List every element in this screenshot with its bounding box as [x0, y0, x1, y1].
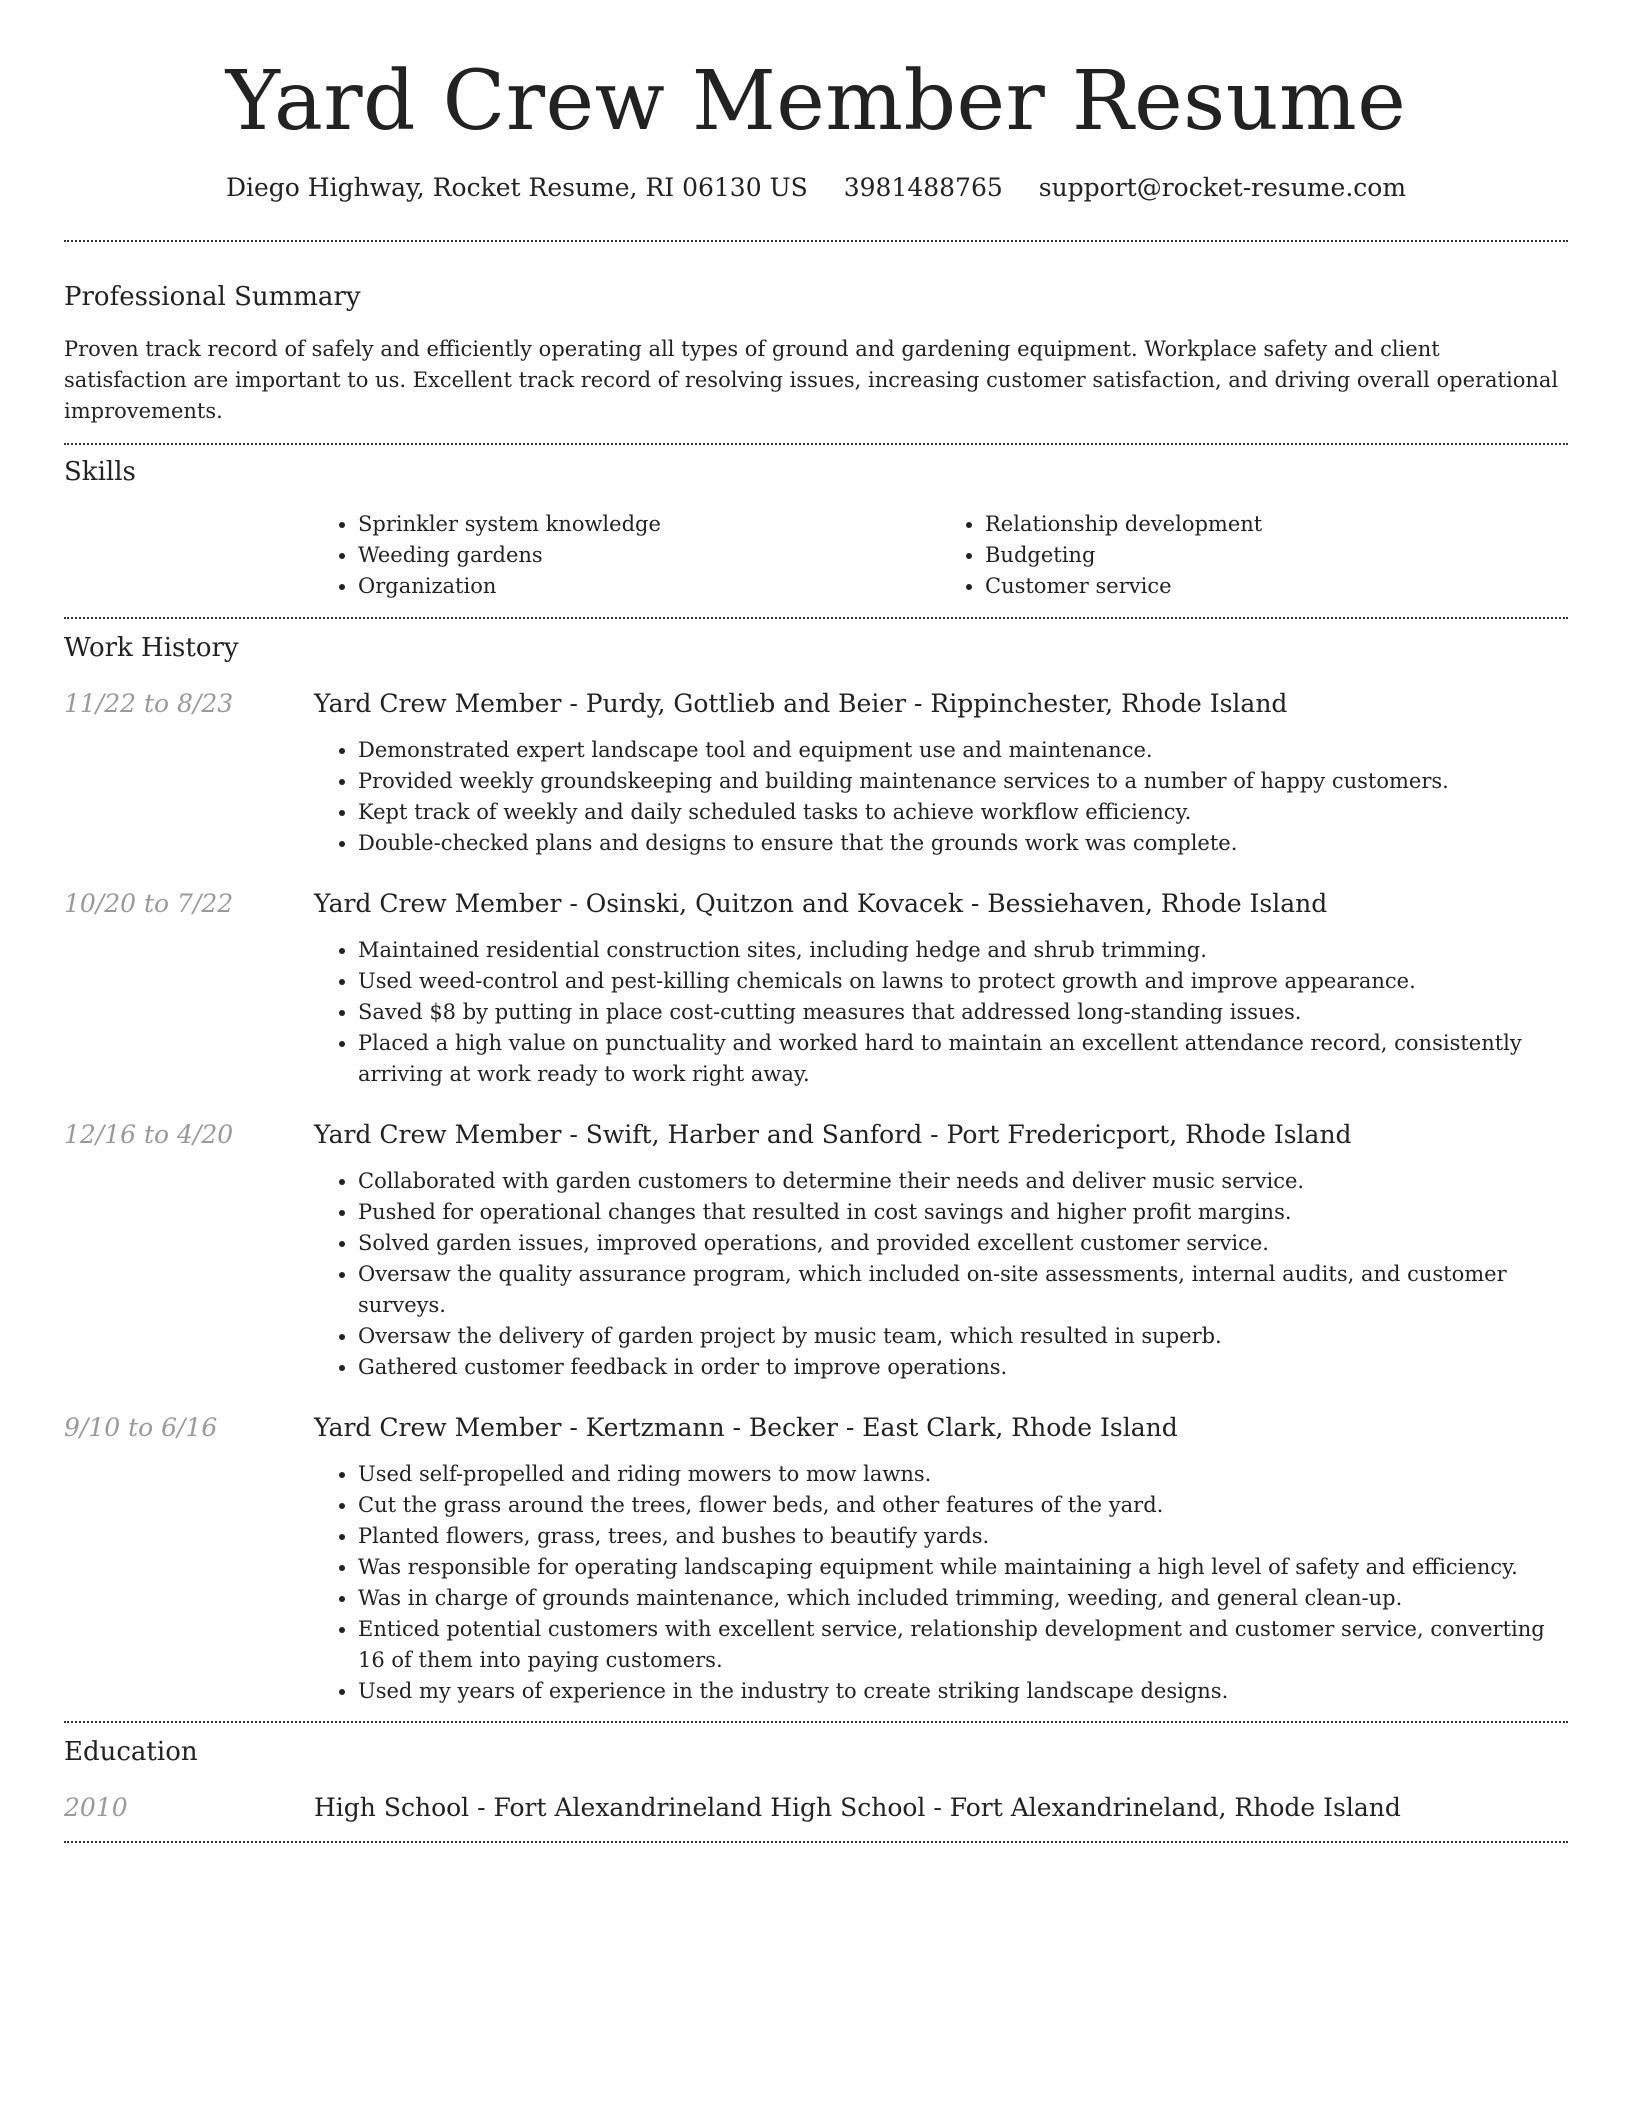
job-bullets [314, 1459, 1568, 1721]
job-header [64, 887, 1568, 921]
job-bullet: • Kept track of weekly and daily scheduled tasks to achieve workflow efficiency. [358, 797, 1568, 828]
job-bullet: • Saved $8 by putting in place cost-cutting measures that addressed long-standing issues. [358, 997, 1568, 1028]
work-history-heading: Work History [64, 633, 239, 663]
job-header [64, 1118, 1568, 1152]
job-bullet: • Double-checked plans and designs to ensure that the grounds work was complete. [358, 828, 1568, 859]
job-bullet: • Used self-propelled and riding mowers to mow lawns. [358, 1459, 1568, 1490]
education-section [64, 1723, 1568, 1841]
job-bullet: • Used weed-control and pest-killing chemicals on lawns to protect growth and improve appearance. [358, 966, 1568, 997]
education-dates: 2010 [64, 1793, 128, 1822]
job-dates: 11/22 to 8/23 [64, 689, 234, 718]
job-entry [64, 1118, 1568, 1383]
job-bullet: • Pushed for operational changes that resulted in cost savings and higher profit margins. [358, 1197, 1568, 1228]
job-bullet: • Was responsible for operating landscaping equipment while maintaining a high level of safety and efficiency. [358, 1552, 1568, 1583]
job-title: Yard Crew Member - Swift, Harber and Sanford - Port Fredericport, Rhode Island [314, 1120, 1352, 1149]
skills-list-right [941, 509, 1568, 602]
job-header [64, 687, 1568, 721]
job-bullet: • Cut the grass around the trees, flower beds, and other features of the yard. [358, 1490, 1568, 1521]
skill-item: • Relationship development [985, 509, 1568, 540]
job-bullet: • Used my years of experience in the industry to create striking landscape designs. [358, 1676, 1568, 1707]
job-dates: 12/16 to 4/20 [64, 1120, 234, 1149]
job-bullet: • Oversaw the delivery of garden project by music team, which resulted in superb. [358, 1321, 1568, 1352]
skill-item: • Weeding gardens [358, 540, 941, 571]
summary-section [64, 242, 1568, 443]
job-bullets [314, 935, 1568, 1090]
job-bullet: • Planted flowers, grass, trees, and bushes to beautify yards. [358, 1521, 1568, 1552]
job-header [64, 1411, 1568, 1445]
skills-list-left [314, 509, 941, 602]
job-title: Yard Crew Member - Purdy, Gottlieb and Beier - Rippinchester, Rhode Island [314, 689, 1288, 718]
summary-heading: Professional Summary [64, 282, 361, 312]
summary-text: Proven track record of safely and efficiently operating all types of ground and gardening equipment. Workplace safety and client satisfaction are important to us. Excellent track record of resolving issues, increasing customer satisfaction, and driving overall operational improvements. [64, 337, 1559, 423]
work-history-section [64, 619, 1568, 1721]
contact-info [64, 172, 1568, 204]
divider [64, 1841, 1568, 1843]
education-title: High School - Fort Alexandrineland High School - Fort Alexandrineland, Rhode Island [314, 1793, 1401, 1822]
job-title: Yard Crew Member - Osinski, Quitzon and Kovacek - Bessiehaven, Rhode Island [314, 889, 1328, 918]
job-bullet: • Provided weekly groundskeeping and building maintenance services to a number of happy customers. [358, 766, 1568, 797]
contact-email: support@rocket-resume.com [1038, 173, 1407, 202]
skill-item: • Budgeting [985, 540, 1568, 571]
contact-address: Diego Highway, Rocket Resume, RI 06130 US [225, 173, 808, 202]
page-title: Yard Crew Member Resume [225, 54, 1407, 149]
job-bullet: • Was in charge of grounds maintenance, which included trimming, weeding, and general clean-up. [358, 1583, 1568, 1614]
skill-item: • Sprinkler system knowledge [358, 509, 941, 540]
job-bullets [314, 735, 1568, 859]
resume-header [64, 0, 1568, 240]
skills-heading: Skills [64, 457, 136, 487]
job-entry [64, 1411, 1568, 1721]
job-bullet: • Maintained residential construction sites, including hedge and shrub trimming. [358, 935, 1568, 966]
job-bullet: • Solved garden issues, improved operations, and provided excellent customer service. [358, 1228, 1568, 1259]
education-heading: Education [64, 1737, 198, 1767]
job-entry [64, 687, 1568, 859]
job-bullet: • Enticed potential customers with excellent service, relationship development and customer service, converting 16 of them into paying customers. [358, 1614, 1568, 1676]
job-bullets [314, 1166, 1568, 1383]
job-bullet: • Collaborated with garden customers to determine their needs and deliver music service. [358, 1166, 1568, 1197]
job-bullet: • Placed a high value on punctuality and worked hard to maintain an excellent attendance record, consistently arriving at work ready to work right away. [358, 1028, 1568, 1090]
job-title: Yard Crew Member - Kertzmann - Becker - East Clark, Rhode Island [314, 1413, 1178, 1442]
job-entry [64, 887, 1568, 1090]
education-entry [64, 1791, 1568, 1825]
job-bullet: • Oversaw the quality assurance program, which included on-site assessments, internal audits, and customer surveys. [358, 1259, 1568, 1321]
skills-section [64, 445, 1568, 617]
job-dates: 10/20 to 7/22 [64, 889, 234, 918]
skill-item: • Organization [358, 571, 941, 602]
contact-phone: 3981488765 [843, 173, 1003, 202]
job-dates: 9/10 to 6/16 [64, 1413, 218, 1442]
skill-item: • Customer service [985, 571, 1568, 602]
skills-grid [314, 509, 1568, 617]
job-bullet: • Gathered customer feedback in order to improve operations. [358, 1352, 1568, 1383]
job-bullet: • Demonstrated expert landscape tool and equipment use and maintenance. [358, 735, 1568, 766]
